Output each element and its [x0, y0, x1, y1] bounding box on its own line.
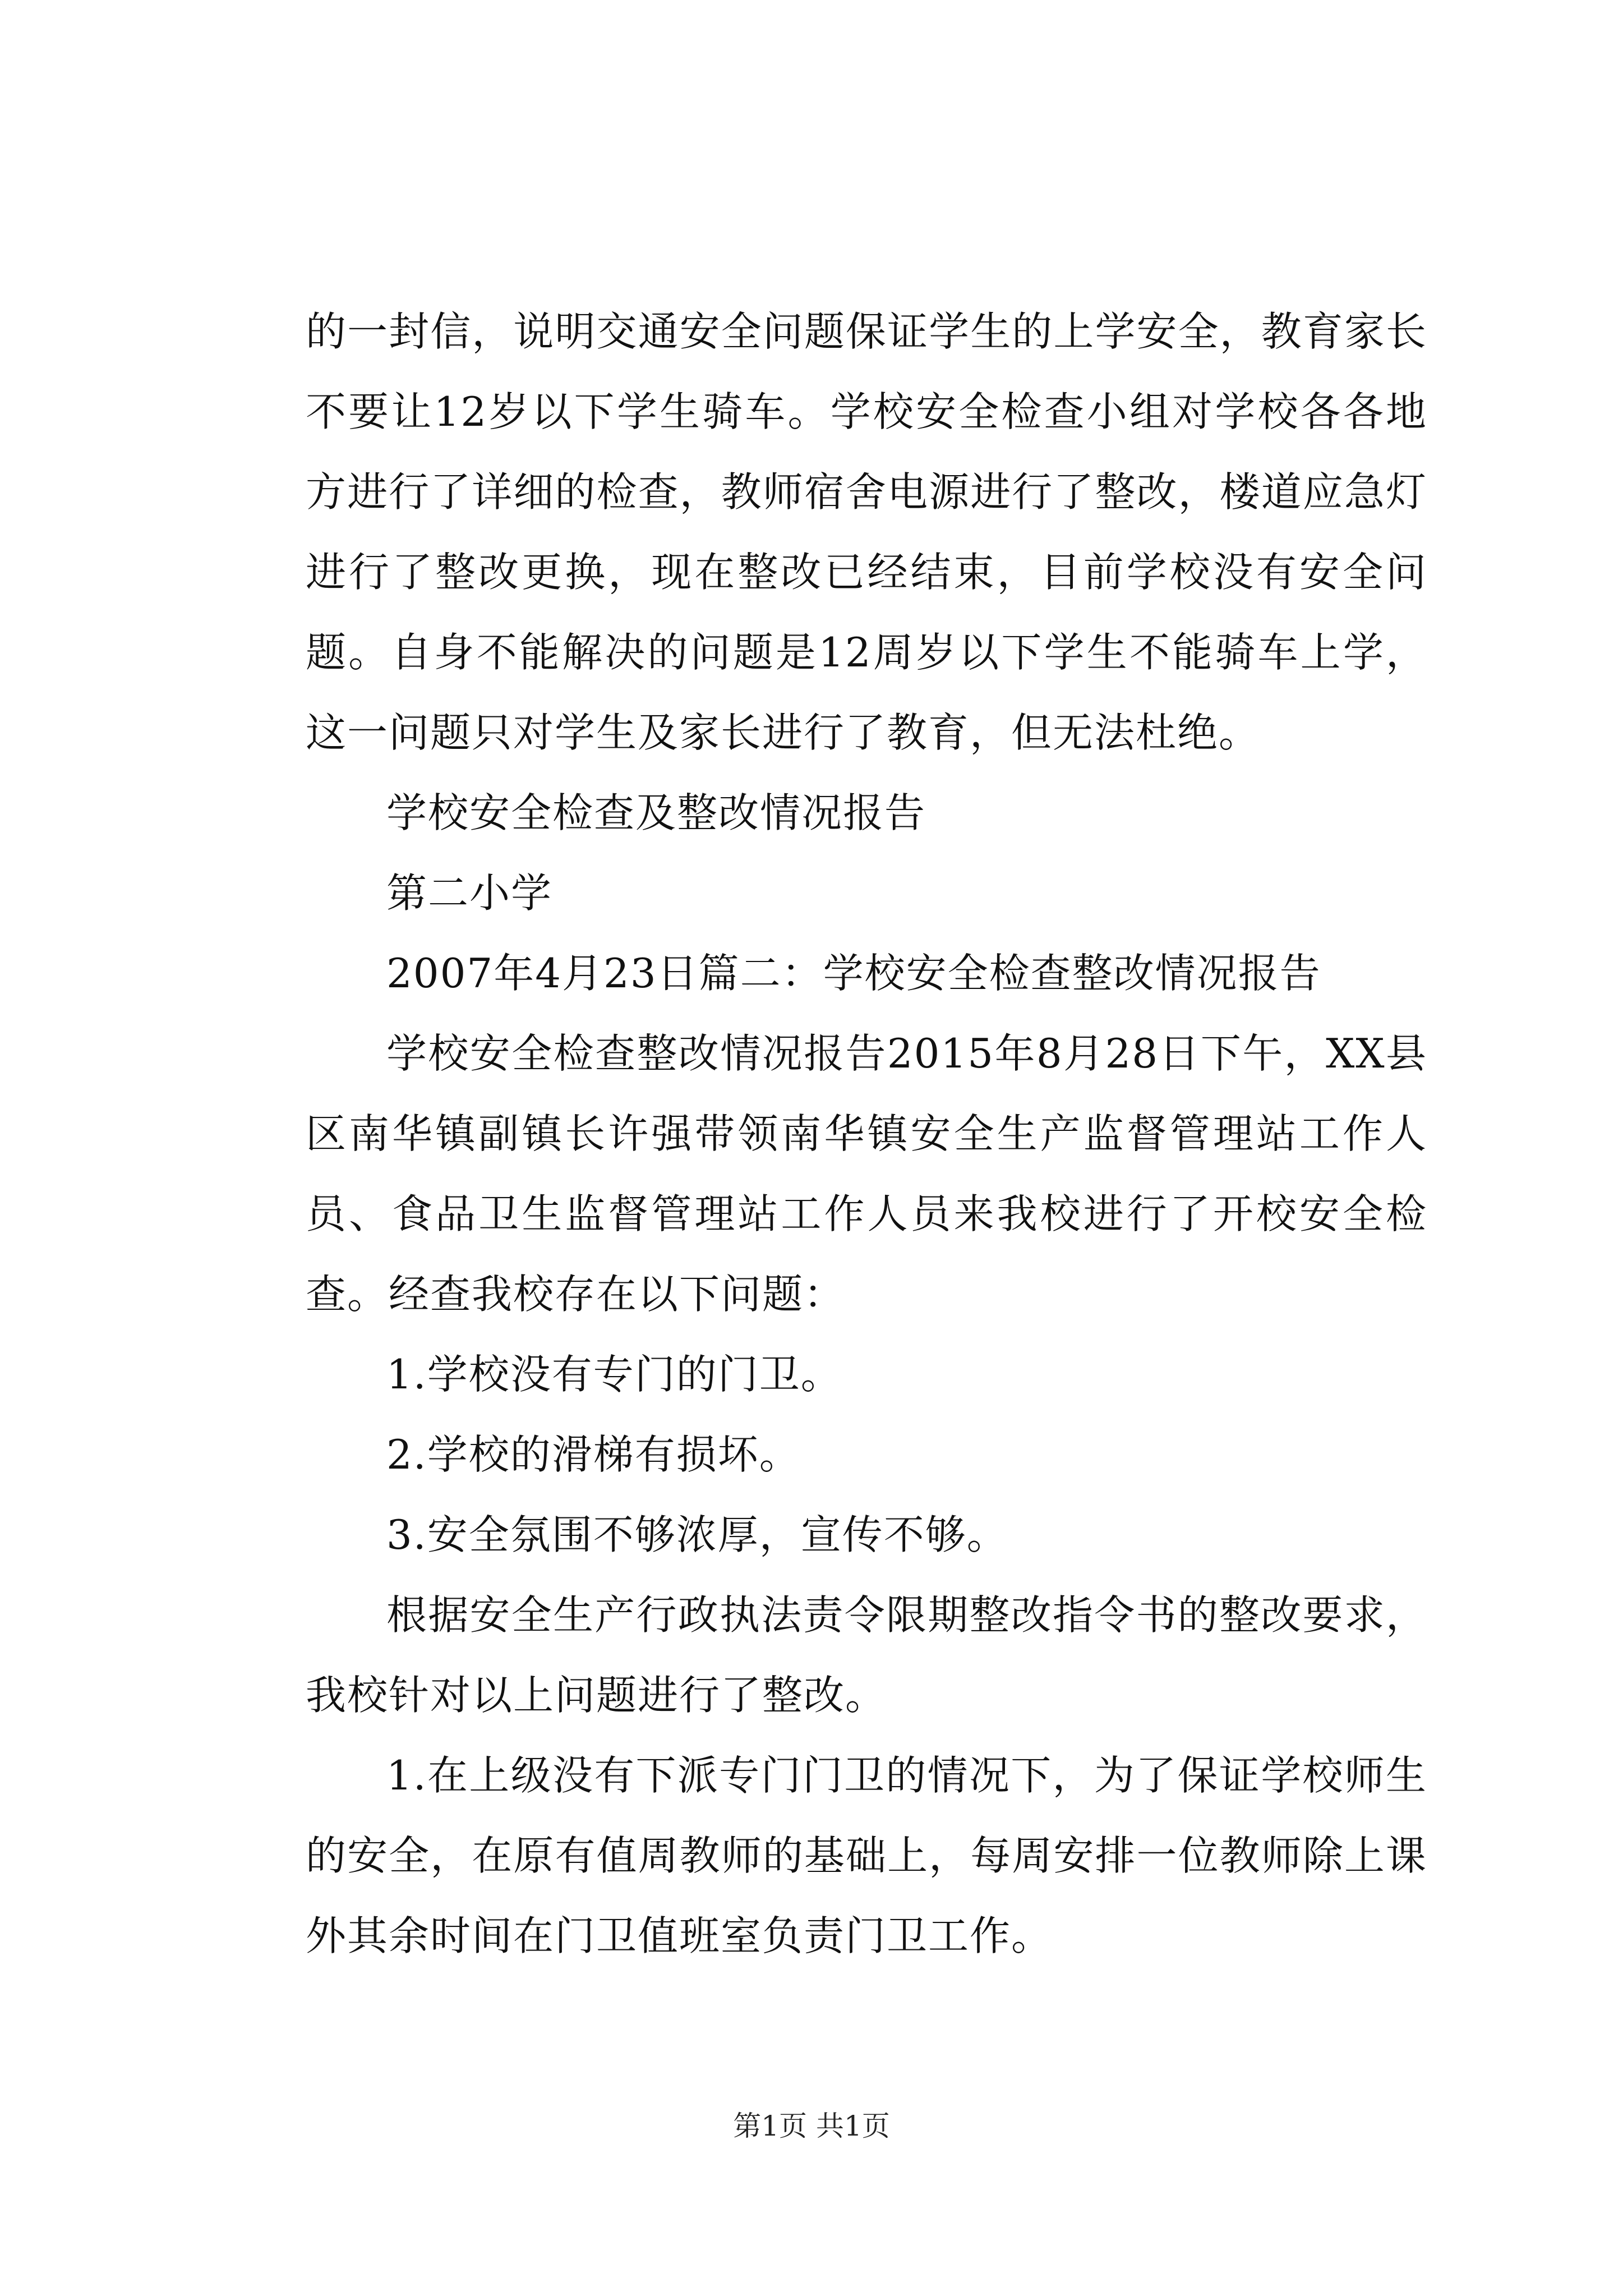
date-and-section-heading: 2007年4月23日篇二：学校安全检查整改情况报告	[386, 950, 1321, 997]
paragraph-rectification-intro: 根据安全生产行政执法责令限期整改指令书的整改要求，我校针对以上问题进行了整改。	[306, 1591, 1427, 1719]
school-name: 第二小学	[386, 869, 553, 917]
page-number-footer: 第1页 共1页	[733, 2110, 890, 2142]
paragraph-inspection-summary: 学校安全检查整改情况报告2015年8月28日下午，XX县区南华镇副镇长许强带领南华镇安全生产监督管理站工作人员、食品卫生监督管理站工作人员来我校进行了开校安全检查。经查我校存在以下问题：	[306, 1030, 1427, 1318]
document-body	[306, 292, 1427, 1976]
report-title: 学校安全检查及整改情况报告	[386, 789, 926, 836]
issue-item-3: 3.安全氛围不够浓厚，宣传不够。	[386, 1511, 1008, 1558]
rectification-item-1: 1.在上级没有下派专门门卫的情况下，为了保证学校师生的安全，在原有值周教师的基础上，每周安排一位教师除上课外其余时间在门卫值班室负责门卫工作。	[306, 1752, 1427, 1959]
paragraph-continuation: 的一封信，说明交通安全问题保证学生的上学安全，教育家长不要让12岁以下学生骑车。学校安全检查小组对学校各各地方进行了详细的检查，教师宿舍电源进行了整改，楼道应急灯进行了整改更换，现在整改已经结束，目前学校没有安全问题。自身不能解决的问题是12周岁以下学生不能骑车上学，这一问题只对学生及家长进行了教育，但无法杜绝。	[306, 308, 1427, 756]
issue-item-2: 2.学校的滑梯有损坏。	[386, 1431, 801, 1478]
issue-item-1: 1.学校没有专门的门卫。	[386, 1351, 842, 1398]
